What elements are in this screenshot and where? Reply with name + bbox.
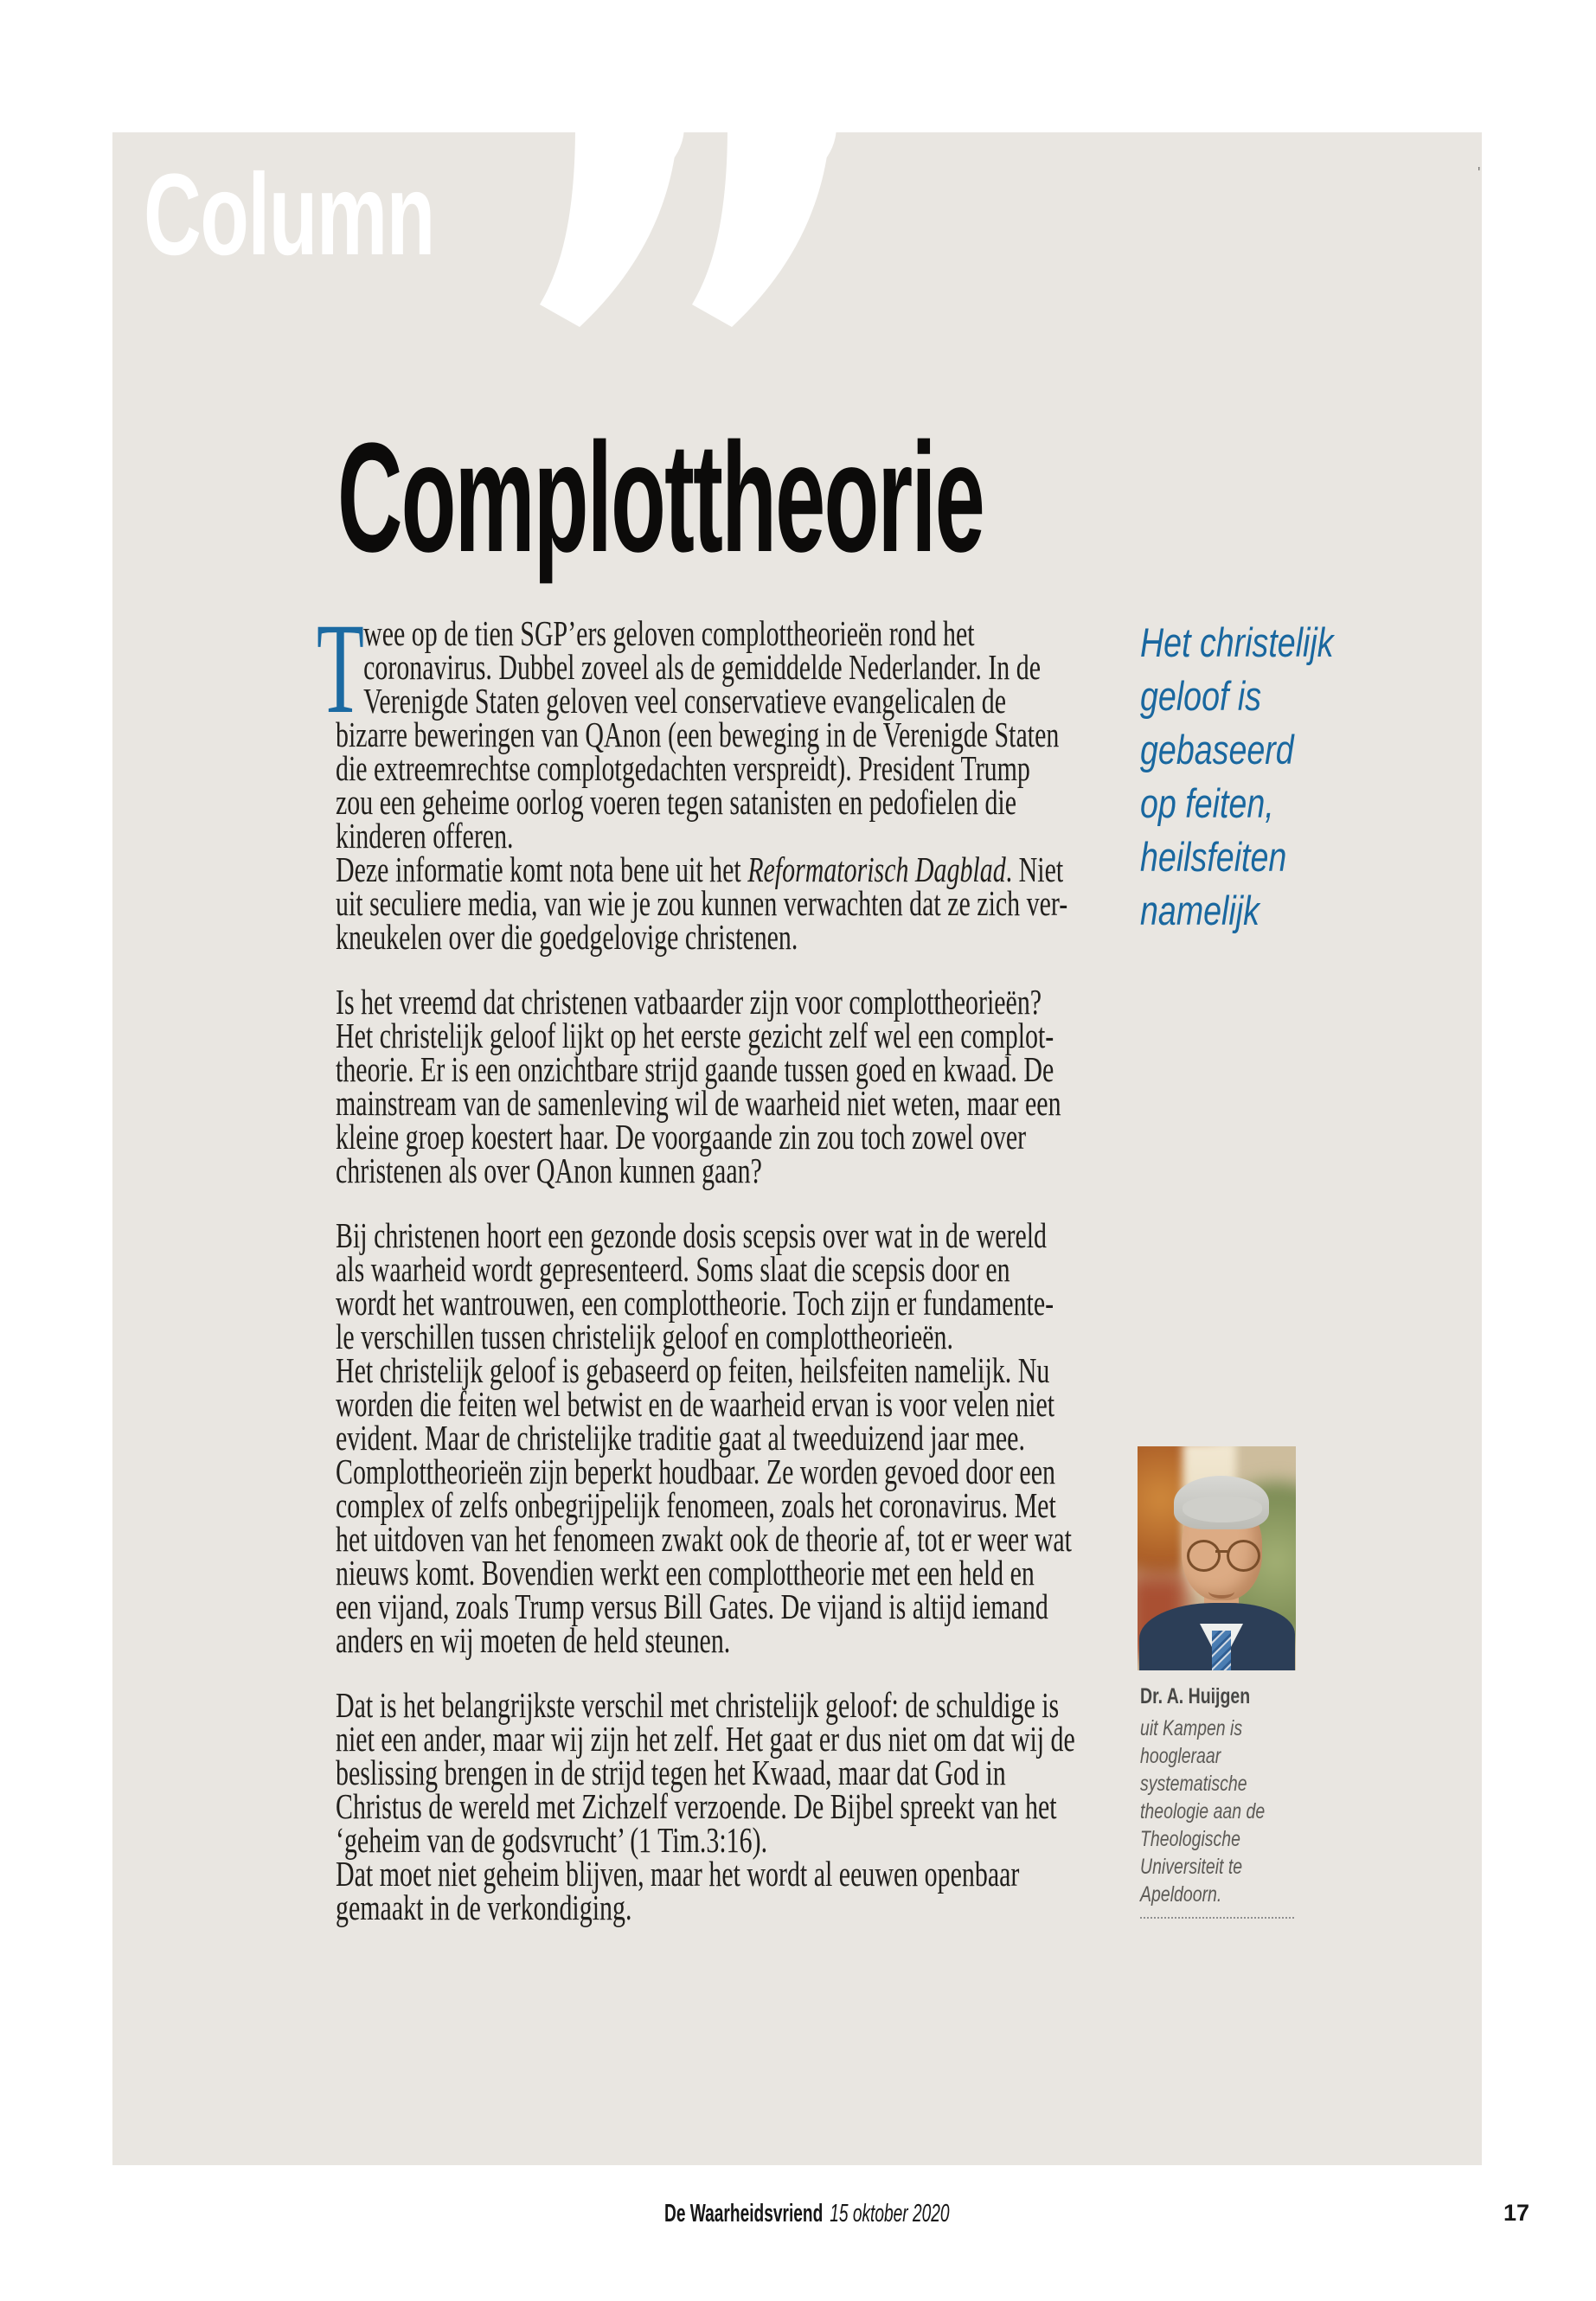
drop-cap: T	[317, 597, 364, 740]
page-number: 17	[1503, 2200, 1530, 2226]
photo-tie	[1212, 1631, 1231, 1670]
body-line: theorie. Er is een onzichtbare strijd gaande tussen goed en kwaad. De	[336, 1049, 1054, 1089]
body-line: Is het vreemd dat christenen vatbaarder zijn voor complottheorieën?	[336, 982, 1042, 1022]
body-line: ‘geheim van de godsvrucht’ (1 Tim.3:16).	[336, 1820, 768, 1860]
magazine-name: De Waarheidsvriend	[664, 2200, 824, 2227]
author-bio-line: hoogleraar	[1140, 1744, 1221, 1768]
body-line: nieuws komt. Bovendien werkt een complottheorie met een held en	[336, 1553, 1035, 1593]
photo-glasses-left	[1187, 1540, 1221, 1572]
page-footer	[664, 2200, 950, 2228]
italic-publication-name: Reformatorisch Dagblad	[747, 849, 1006, 889]
body-line: zou een geheime oorlog voeren tegen satanisten en pedofielen die	[336, 782, 1017, 822]
section-label: Column	[144, 151, 434, 279]
closing-double-quote-icon	[529, 69, 841, 333]
body-line: Complottheorieën zijn beperkt houdbaar. Ze worden gevoed door een	[336, 1452, 1055, 1491]
body-line: bizarre beweringen van QAnon (een beweging in de Verenigde Staten	[336, 715, 1060, 754]
body-line: Dat is het belangrijkste verschil met christelijk geloof: de schuldige is	[336, 1685, 1060, 1725]
pull-quote-line: namelijk	[1140, 888, 1259, 933]
pull-quote	[1140, 616, 1334, 938]
body-line: le verschillen tussen christelijk geloof en complottheorieën.	[336, 1317, 953, 1356]
body-line: Bij christenen hoort een gezonde dosis scepsis over wat in de wereld	[336, 1215, 1048, 1255]
pull-quote-line: op feiten,	[1140, 780, 1274, 826]
author-bio-line: systematische	[1140, 1772, 1247, 1796]
author-bio-line: Apeldoorn.	[1140, 1882, 1222, 1907]
page-title: Complottheorie	[337, 411, 984, 585]
body-line: complex of zelfs onbegrijpelijk fenomeen, zoals het coronavirus. Met	[336, 1485, 1056, 1525]
body-line: mainstream van de samenleving wil de waarheid niet weten, maar een	[336, 1083, 1061, 1123]
photo-glasses-right	[1227, 1540, 1260, 1572]
body-line: kleine groep koestert haar. De voorgaande zin zou toch zowel over	[336, 1117, 1027, 1157]
pull-quote-line: geloof is	[1140, 673, 1262, 719]
body-line: evident. Maar de christelijke traditie gaat al tweeduizend jaar mee.	[336, 1418, 1025, 1458]
paragraph-3	[336, 1215, 1075, 1660]
photo-hairline	[1183, 1497, 1262, 1522]
body-line: beslissing brengen in de strijd tegen het Kwaad, maar dat God in	[336, 1753, 1006, 1792]
author-bio-line: theologie aan de	[1140, 1799, 1266, 1823]
body-line: niet een ander, maar wij zijn het zelf. Het gaat er dus niet om dat wij de	[336, 1719, 1075, 1759]
body-line: gemaakt in de verkondiging.	[336, 1888, 632, 1927]
body-line: anders en wij moeten de held steunen.	[336, 1620, 731, 1660]
pull-quote-line: heilsfeiten	[1140, 834, 1287, 880]
paragraph-4	[336, 1685, 1075, 1927]
photo-smile	[1208, 1585, 1234, 1599]
author-bio-line: Universiteit te	[1140, 1855, 1243, 1879]
pull-quote-line: Het christelijk	[1140, 619, 1334, 665]
body-line-mixed	[336, 849, 1075, 889]
body-text-segment: Deze informatie komt nota bene uit het	[336, 849, 748, 889]
body-line: Christus de wereld met Zichzelf verzoende. De Bijbel spreekt van het	[336, 1786, 1057, 1826]
body-line: wee op de tien SGP’ers geloven complottheorieën rond het	[363, 613, 975, 653]
body-line: een vijand, zoals Trump versus Bill Gates. De vijand is altijd iemand	[336, 1586, 1048, 1626]
body-line: kneukelen over die goedgelovige christenen.	[336, 917, 798, 957]
dotted-rule	[1140, 1917, 1294, 1919]
author-name: Dr. A. Huijgen	[1140, 1684, 1251, 1708]
paragraph-2	[336, 982, 1075, 1190]
article-body	[336, 613, 1075, 1927]
issue-date: 15 oktober 2020	[830, 2200, 950, 2227]
body-line: als waarheid wordt gepresenteerd. Soms slaat die scepsis door en	[336, 1249, 1010, 1289]
body-line: worden die feiten wel betwist en de waarheid ervan is voor velen niet	[336, 1384, 1055, 1424]
body-text-segment: . Niet	[1005, 849, 1064, 889]
body-line: Het christelijk geloof is gebaseerd op feiten, heilsfeiten namelijk. Nu	[336, 1350, 1050, 1390]
author-bio	[1140, 1715, 1265, 1908]
body-line: Dat moet niet geheim blijven, maar het wordt al eeuwen openbaar	[336, 1854, 1020, 1894]
body-line: kinderen offeren.	[336, 816, 514, 856]
body-line: die extreemrechtse complotgedachten verspreidt). President Trump	[336, 748, 1030, 788]
pull-quote-line: gebaseerd	[1140, 727, 1294, 772]
body-line: wordt het wantrouwen, een complottheorie. Toch zijn er fundamente-	[336, 1283, 1054, 1323]
body-line: uit seculiere media, van wie je zou kunnen verwachten dat ze zich ver-	[336, 883, 1068, 923]
author-photo	[1138, 1446, 1296, 1670]
corner-mark: '	[1477, 164, 1481, 182]
body-line: coronavirus. Dubbel zoveel als de gemiddelde Nederlander. In de	[363, 647, 1041, 687]
body-line: christenen als over QAnon kunnen gaan?	[336, 1150, 762, 1190]
body-line: Het christelijk geloof lijkt op het eerste gezicht zelf wel een complot-	[336, 1016, 1054, 1055]
author-bio-line: Theologische	[1140, 1827, 1241, 1851]
body-line: het uitdoven van het fenomeen zwakt ook de theorie af, tot er weer wat	[336, 1519, 1073, 1559]
author-bio-line: uit Kampen is	[1140, 1716, 1243, 1740]
body-line: Verenigde Staten geloven veel conservatieve evangelicalen de	[363, 681, 1007, 721]
paragraph-1	[336, 613, 1075, 957]
photo-glasses-bridge	[1215, 1550, 1227, 1553]
